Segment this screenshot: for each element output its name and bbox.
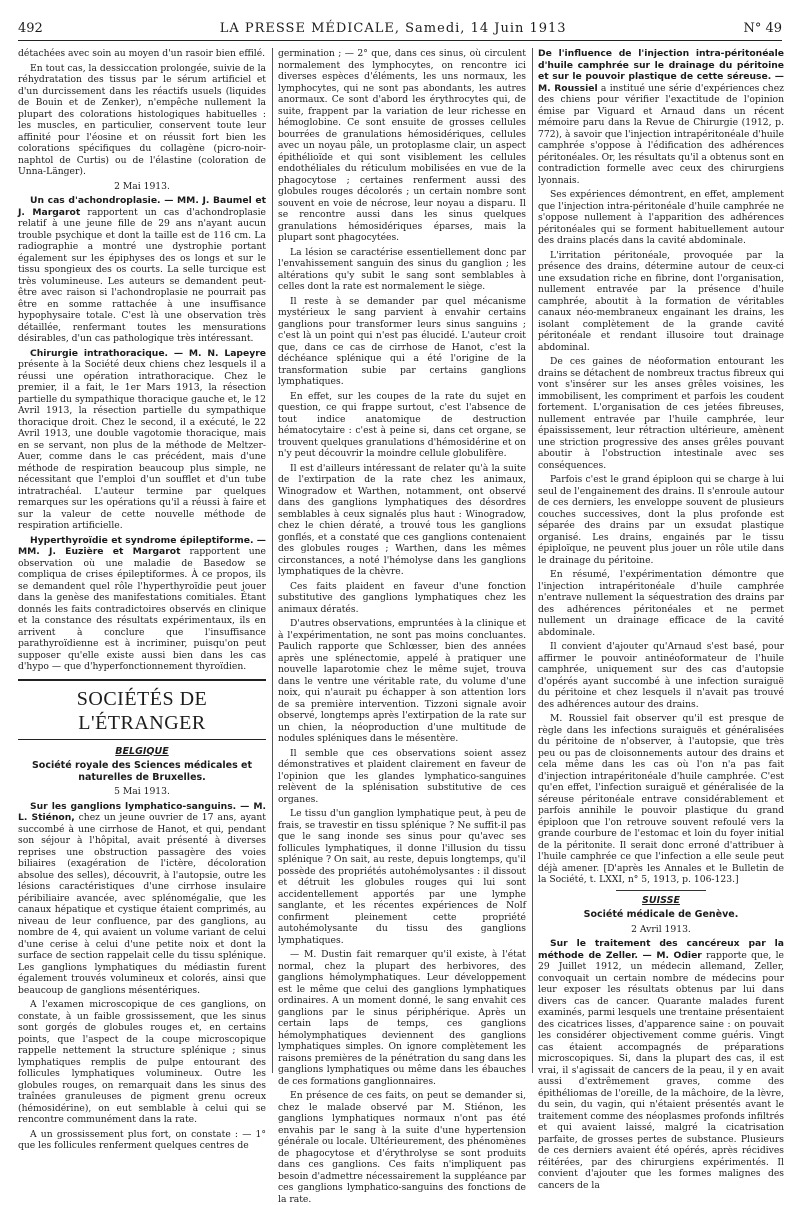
section-separator <box>616 890 706 891</box>
paragraph: La lésion se caractérise essentiellement donc par l'envahissement sanguin des sinus du ganglion ; les altérations qu'y subit le sang sont semblables à celles dont la rate est normalement le siège. <box>278 246 526 292</box>
paragraph: En présence de ces faits, on peut se demander si, chez le malade observé par M. Stiénon, les ganglions lymphatiques normaux n'ont pas été envahis par le sang à la suite d'une hypertension générale ou locale. Ultérieurement, des phénomènes de phagocytose et d'érythrolyse se sont produits dans ces ganglions. Ces faits n'impliquent pas besoin d'admettre nécessairement la suppléance par ces ganglions lymphatico-sanguins des fonctions de la rate. <box>278 1090 526 1205</box>
country-heading: SUISSE <box>642 894 680 906</box>
paragraph: En tout cas, la dessiccation prolongée, suivie de la réhydratation des tissus par le sérum artificiel et d'un durcissement dans les réactifs usuels (liquides de Bouin et de Zenker), n'empêche nullement la plupart des colorations histologiques habituelles : les muscles, en particulier, conservent toute leur affinité pour l'éosine et on réussit fort bien les colorations spécifiques du collagène (picro-noir-naphtol de Curtis) ou de l'élastine (coloration de Unna-Länger). <box>18 62 266 177</box>
paragraph: détachées avec soin au moyen d'un rasoir bien effilé. <box>18 48 266 59</box>
column-right <box>538 48 785 1191</box>
article: Sur le traitement des cancéreux par la méthode de Zeller. — M. Odier rapporte que, le 29 Juillet 1912, un médecin allemand, Zeller, convoquait un certain nombre de médecins pour leur exposer les résultats obtenus par lui dans divers cas de cancer. Quarante malades furent examinés, parmi lesquels une trentaine présentaient des cicatrices lisses, d'apparence saine : on pouvait les considérer objectivement comme guéris. Vingt cas étaient accompagnés de préparations microscopiques. Si, dans la plupart des cas, il est vrai, il s'agissait de cancers de la peau, il y en avait aussi d'extrêmement graves, comme des épithéliomas de l'oreille, de la mâchoire, de la lèvre, du sein, du vagin, qui n'étaient présentés avant le traitement comme des néoplasmes profonds infiltrés et qui avaient laissé, malgré la cicatrisation parfaite, de grosses pertes de substance. Plusieurs de ces derniers avaient été opérés, après récidives réitérées, par des chirurgiens expérimentés. Il convient d'ajouter que les formes malignes des cancers de la <box>538 938 784 1191</box>
session-date: 5 Mai 1913. <box>114 786 170 797</box>
column-middle <box>278 48 526 1205</box>
article-title: Chirurgie intrathoracique. — M. N. Lapeyre <box>30 347 266 359</box>
section-rule <box>18 739 266 740</box>
paragraph: Il est d'ailleurs intéressant de relater qu'à la suite de l'extirpation de la rate chez les animaux, Winogradow et Warthen, notamment, ont observé dans des ganglions lymphatiques des désordres semblables à ceux signalés plus haut : Winogradow, chez le chien dératé, a trouvé tous les ganglions gonflés, et a constaté que ces ganglions contenaient des globules rouges ; Warthen, dans les mêmes circonstances, a noté l'hémolyse dans les ganglions lymphatiques de la chèvre. <box>278 462 526 577</box>
society-name: Société médicale de Genève. <box>583 909 739 920</box>
paragraph: — M. Dustin fait remarquer qu'il existe, à l'état normal, chez la plupart des herbivores, des ganglions hémolymphatiques. Leur développement est le même que celui des ganglions lymphatiques ordinaires. A un moment donné, le sang envahit ces ganglions par le sinus périphérique. Après un certain laps de temps, ces ganglions hémolymphatiques deviennent des ganglions lymphatiques simples. On ignore complètement les raisons premières de la pénétration du sang dans les ganglions lymphatiques ou même dans les ébauches de ces formations ganglionnaires. <box>278 949 526 1087</box>
page-header <box>18 16 782 40</box>
paragraph: Il semble que ces observations soient assez démonstratives et plaident clairement en faveur de l'opinion que les glandes lymphatico-sanguines relèvent de la splénisation substitutive de ces organes. <box>278 747 526 805</box>
column-divider <box>532 48 533 1073</box>
paragraph: En effet, sur les coupes de la rate du sujet en question, ce qui frappe surtout, c'est l'absence de tout indice anatomique de destruction hématocytaire : c'est à peine si, dans cet organe, se trouvent quelques granulations d'hémosidérine et on n'y peut découvrir la moindre cellule globulifère. <box>278 390 526 459</box>
article-title: De l'influence de l'injection intra-péritonéale d'huile camphrée sur le drainage du péritoine et sur le pouvoir plastique de cette séreuse. — M. Roussiel <box>538 48 784 94</box>
paragraph: A un grossissement plus fort, on constate : — 1° que les follicules renferment quelques centres de <box>18 1128 266 1151</box>
paragraph: De ces gaines de néoformation entourant les drains se détachent de nombreux tractus fibreux qui vont s'insérer sur les anses grêles voisines, les immobilisent, les compriment et parfois les coudent fortement. L'organisation de ces jetées fibreuses, nullement entravée par l'huile camphrée, leur épaississement, leur rétraction ultérieure, amènent une striction progressive des anses grêles pouvant aboutir à l'obstruction intestinale avec ses conséquences. <box>538 356 784 471</box>
page-number: 492 <box>18 20 43 36</box>
country-heading: BELGIQUE <box>115 745 169 757</box>
paragraph: Ces faits plaident en faveur d'une fonction substitutive des ganglions lymphatiques chez les animaux dératés. <box>278 580 526 615</box>
article: Un cas d'achondroplasie. — MM. J. Baumel et J. Margarot rapportent un cas d'achondroplasie relatif à une jeune fille de 29 ans n'ayant aucun trouble psychique et dont la taille est de 116 cm. La radiographie a montré une dystrophie portant également sur les épiphyses des os longs et sur le tissu spongieux des os courts. La selle turcique est très volumineuse. Les auteurs se demandent peut-être avec raison si l'achondroplasie ne pourrait pas être en somme rattachée à une insuffisance hypophysaire totale. C'est là une observation très détaillée, renfermant toutes les mensurations désirables, d'un cas pathologique très intéressant. <box>18 195 266 344</box>
issue-number: N° 49 <box>743 20 782 36</box>
article-title: Hyperthyroïdie et syndrome épileptiforme. — MM. J. Euzière et Margarot <box>18 534 266 557</box>
article: Sur les ganglions lymphatico-sanguins. — M. L. Stiénon, chez un jeune ouvrier de 17 ans, ayant succombé à une cirrhose de Hanot, et qui, pendant son séjour à l'hôpital, avait présenté à diverses reprises une obstruction passagère des voies biliaires (exagération de l'ictère, décoloration absolue des selles), découvrit, à l'autopsie, outre les lésions caractéristiques d'une cirrhose insulaire péribiliaire avancée, avec splénomégalie, que les canaux hépatique et cystique étaient comprimés, au niveau de leur confluence, par des ganglions, au nombre de 4, qui avaient un volume variant de celui d'une cerise à celui d'une petite noix et dont la surface de section rappelait celle du tissu splénique. Les ganglions lymphatiques du médiastin furent également trouvés volumineux et colorés, ainsi que beaucoup de ganglions mésentériques. <box>18 800 266 996</box>
session-date: 2 Avril 1913. <box>631 923 691 935</box>
paragraph: germination ; — 2° que, dans ces sinus, où circulent normalement des lymphocytes, on rencontre ici diverses espèces d'éléments, les uns normaux, les lymphocytes, qui ne sont pas abondants, les autres anormaux. Ce sont d'abord les érythrocytes qui, de suite, frappent par la variation de leur richesse en hémoglobine. Ce sont ensuite de grosses cellules bourrées de granulations hémosidériques, cellules avec un noyau pâle, un protoplasme clair, un aspect épithélioïde et qui sont visiblement les cellules endothéliales du réticulum mobilisées en vue de la phagocytose ; certaines renferment aussi des globules rouges décolorés ; un certain nombre sont souvent en voie de nécrose, leur noyau a disparu. Il se rencontre aussi dans les sinus quelques granulations hémosidériques éparses, mais la plupart sont phagocytées. <box>278 48 526 243</box>
article: De l'influence de l'injection intra-péritonéale d'huile camphrée sur le drainage du péritoine et sur le pouvoir plastique de cette séreuse. — M. Roussiel a institué une série d'expériences chez des chiens pour vérifier l'exactitude de l'opinion émise par Viguard et Arnaud dans un récent mémoire paru dans la Revue de Chirurgie (1912, p. 772), à savoir que l'injection intrapéritonéale d'huile camphrée s'oppose à l'édification des adhérences péritonéales. Or, les résultats qu'il a obtenus sont en contradiction formelle avec ceux des chirurgiens lyonnais. <box>538 48 785 186</box>
column-left <box>18 48 266 1151</box>
article: Chirurgie intrathoracique. — M. N. Lapeyre présente à la Société deux chiens chez lesquels il a réussi une opération intrathoracique. Chez le premier, il a fait, le 1er Mars 1913, la résection partielle du sympathique thoracique gauche et, le 12 Avril 1913, la résection partielle du sympathique thoracique droit. Chez le second, il a exécuté, le 22 Avril 1913, une double vagotomie thoracique, mais en se servant, non plus de la méthode de Meltzer-Auer, comme dans le cas précédent, mais d'une méthode de respiration beaucoup plus simple, ne nécessitant que l'emploi d'un soufflet et d'un tube intratrachéal. L'auteur termine par quelques remarques sur les opérations qu'il a réussi à faire et sur la valeur de cette nouvelle méthode de respiration artificielle. <box>18 347 266 531</box>
header-rule <box>18 40 782 41</box>
paragraph: Parfois c'est le grand épiploon qui se charge à lui seul de l'engainement des drains. Il s'enroule autour de ces derniers, les enveloppe souvent de plusieurs couches successives, dont la plus profonde est séparée des drains par un exsudat plastique organisé. Les drains, engainés par le tissu épiploïque, ne peuvent plus jouer un rôle utile dans le drainage du péritoine. <box>538 474 784 566</box>
paragraph: Ses expériences démontrent, en effet, amplement que l'injection intra-péritonéale d'huile camphrée ne s'oppose nullement à l'apparition des adhérences péritonéales qui se forment habituellement autour des drains placés dans la cavité abdominale. <box>538 189 784 246</box>
article-title: Sur les ganglions lymphatico-sanguins. — M. L. Stiénon, <box>18 800 266 823</box>
article: Hyperthyroïdie et syndrome épileptiforme. — MM. J. Euzière et Margarot rapportent une observation où une maladie de Basedow se compliqua de crises épileptiformes. À ce propos, ils se demandent quel rôle l'hyperthyroïdie peut jouer dans la genèse des manifestations comitiales. Étant donnés les faits contradictoires observés en clinique et la constance des résultats expérimentaux, ils en arrivent à conclure que l'insuffisance parathyroïdienne est à incriminer, puisqu'on peut supposer qu'elle existe aussi bien dans les cas d'hypo — que d'hyperfonctionnement thyroïdien. <box>18 534 266 672</box>
column-divider <box>272 48 273 1073</box>
journal-title: LA PRESSE MÉDICALE, Samedi, 14 Juin 1913 <box>219 20 567 36</box>
paragraph: Il reste à se demander par quel mécanisme mystérieux le sang parvient à envahir certains ganglions pour transformer leurs sinus sanguins ; c'est là un point qui n'est pas élucidé. L'auteur croit que, dans ce cas de cirrhose de Hanot, c'est la déchéance splénique qui a été l'origine de la transformation subie par certains ganglions lymphatiques. <box>278 295 526 387</box>
society-name: Société royale des Sciences médicales et naturelles de Bruxelles. <box>31 760 253 783</box>
paragraph: L'irritation péritonéale, provoquée par la présence des drains, détermine autour de ceux-ci une exsudation riche en fibrine, dont l'organisation, nullement entravée par la présence d'huile camphrée, aboutit à la formation de véritables canaux néo-membraneux engainant les drains, les isolant complètement de la grande cavité péritonéale et rendant illusoire tout drainage abdominal. <box>538 249 784 353</box>
section-rule <box>18 679 266 681</box>
article-title: Un cas d'achondroplasie. — MM. J. Baumel et J. Margarot <box>18 195 266 218</box>
session-date: 2 Mai 1913. <box>114 180 170 192</box>
paragraph: Il convient d'ajouter qu'Arnaud s'est basé, pour affirmer le pouvoir antinéoformateur de l'huile camphrée, uniquement sur des cas d'autopsie d'opérés ayant succombé à une infection suraiguë du péritoine et chez lesquels il n'avait pas trouvé des adhérences autour des drains. <box>538 641 784 710</box>
article-title: Sur le traitement des cancéreux par la méthode de Zeller. — M. Odier <box>538 938 784 961</box>
section-banner: SOCIÉTÉS DE L'ÉTRANGER <box>76 687 208 734</box>
paragraph: A l'examen microscopique de ces ganglions, on constate, à un faible grossissement, que les sinus sont gorgés de globules rouges et, en certains points, que l'aspect de la coupe microscopique rappelle nettement la structure splénique ; sinus lymphatiques remplis de pulpe entourant des follicules lymphatiques volumineux. Outre les globules rouges, on remarquait dans les sinus des traînées granuleuses de pigment grenu ocreux (hémosidérine), on eut semblable à celui qui se rencontre communément dans la rate. <box>18 999 266 1125</box>
paragraph: M. Roussiel fait observer qu'il est presque de règle dans les infections suraiguës et généralisées du péritoine de n'observer, à l'autopsie, que très peu ou pas de cloisonnements autour des drains et cela même dans les cas où l'on n'a pas fait d'injection intrapéritonéale d'huile camphrée. C'est qu'en effet, l'infection suraiguë et généralisée de la séreuse péritonéale entrave considérablement et parfois annihile le pouvoir plastique du grand épiploon que l'on retrouve souvent refoulé vers la grande courbure de l'estomac et loin du foyer initial de la péritonite. Il serait donc erroné d'attribuer à l'huile camphrée ce que l'infection a elle seule peut déjà amener. [D'après les Annales et le Bulletin de la Société, t. LXXI, n° 5, 1913, p. 106-123.] <box>538 713 784 885</box>
paragraph: En résumé, l'expérimentation démontre que l'injection intrapéritonéale d'huile camphrée n'entrave nullement la séquestration des drains par des adhérences péritonéales et ne permet nullement un drainage efficace de la cavité abdominale. <box>538 569 784 638</box>
paragraph: D'autres observations, empruntées à la clinique et à l'expérimentation, ne sont pas moins concluantes. Paulich rapporte que Schlœsser, bien des années après une splénectomie, appelé à pratiquer une nouvelle laparotomie chez le même sujet, trouva dans le ventre une véritable rate, du volume d'une noix, qui n'aurait pu échapper à son attention lors de sa première intervention. Tizzoni signale avoir observé, longtemps après l'extirpation de la rate sur un chien, la néoproduction d'une multitude de nodules spléniques dans le mésentère. <box>278 618 526 744</box>
paragraph: Le tissu d'un ganglion lymphatique peut, à peu de frais, se travestir en tissu splénique ? Ne suffit-il pas que le sang inonde ses sinus pour qu'avec ses follicules lymphatiques, il donne l'illusion du tissu splénique ? On sait, au reste, depuis longtemps, qu'il possède des propriétés autohémolysantes : il dissout et détruit les globules rouges qui lui sont accidentellement apportés par une lymphe sanglante, et les récentes expériences de Nolf confirment pleinement cette propriété autohémolysante du tissu des ganglions lymphatiques. <box>278 808 526 946</box>
